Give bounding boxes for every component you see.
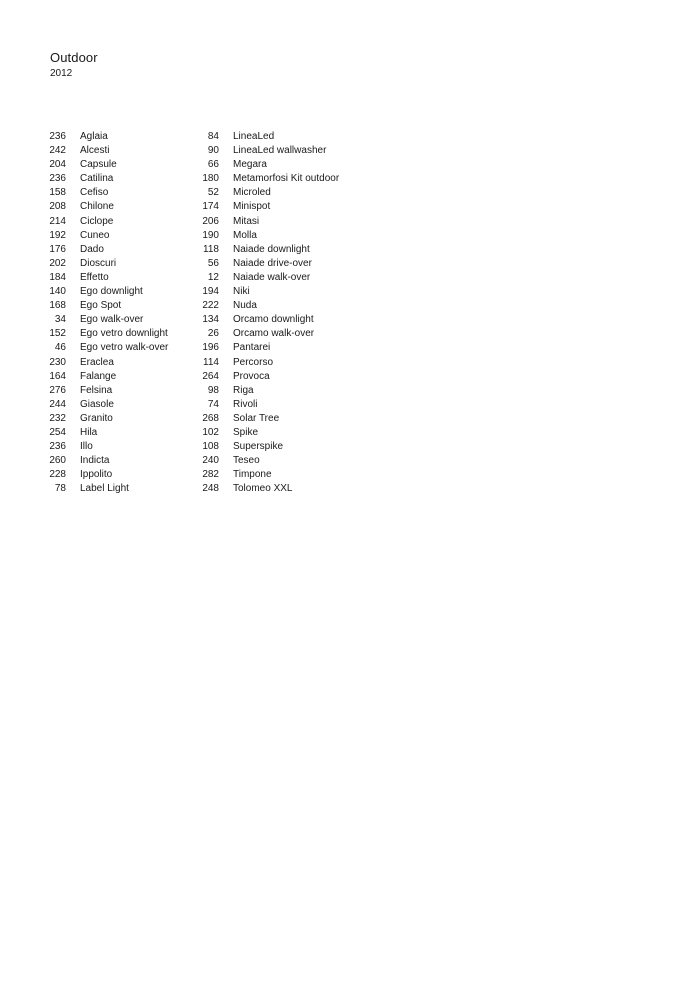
page-year: 2012 <box>50 68 73 79</box>
page-title: Outdoor <box>50 50 98 65</box>
index-column-left <box>44 130 168 496</box>
index-page-number: 254 <box>49 426 66 438</box>
index-entry <box>190 186 339 200</box>
index-product-name: Orcamo downlight <box>233 314 314 326</box>
index-page-number: 184 <box>49 271 66 283</box>
index-entry <box>44 186 168 200</box>
index-entry <box>190 229 339 243</box>
index-entry <box>44 158 168 172</box>
index-entry <box>190 370 339 384</box>
index-product-name: Dioscuri <box>80 257 117 269</box>
index-page-number: 52 <box>207 187 219 199</box>
index-entry <box>190 158 339 172</box>
index-product-name: Eraclea <box>80 356 114 368</box>
index-page-number: 202 <box>49 257 66 269</box>
index-page-number: 228 <box>49 469 66 481</box>
index-page-number: 180 <box>202 173 219 185</box>
index-entry <box>190 412 339 426</box>
index-page-number: 74 <box>207 398 219 410</box>
index-product-name: Ippolito <box>80 469 113 481</box>
index-entry <box>44 144 168 158</box>
index-page-number: 158 <box>49 187 66 199</box>
index-entry <box>44 482 168 496</box>
index-entry <box>44 327 168 341</box>
index-entry <box>190 172 339 186</box>
index-product-name: Solar Tree <box>233 412 280 424</box>
index-page-number: 192 <box>49 229 66 241</box>
index-product-name: Cuneo <box>80 229 110 241</box>
index-product-name: Ego vetro walk-over <box>80 342 169 354</box>
index-product-name: Capsule <box>80 159 117 171</box>
index-page-number: 12 <box>207 271 219 283</box>
index-product-name: Teseo <box>233 455 260 467</box>
index-page-number: 34 <box>54 314 66 326</box>
index-entry <box>190 454 339 468</box>
index-product-name: Chilone <box>80 201 114 213</box>
index-page-number: 244 <box>49 398 66 410</box>
index-product-name: Ego vetro downlight <box>80 328 168 340</box>
index-product-name: Aglaia <box>80 131 108 142</box>
index-entry <box>190 482 339 496</box>
index-page-number: 240 <box>202 455 219 467</box>
index-product-name: Ciclope <box>80 215 114 227</box>
index-entry <box>190 356 339 370</box>
index-entry <box>190 200 339 214</box>
index-page-number: 196 <box>202 342 219 354</box>
index-product-name: Orcamo walk-over <box>233 328 315 340</box>
index-product-name: Rivoli <box>233 398 258 410</box>
index-product-name: Indicta <box>80 455 110 467</box>
index-product-name: Dado <box>80 243 104 255</box>
index-product-name: Hila <box>80 426 98 438</box>
index-entry <box>44 257 168 271</box>
index-entry <box>190 130 339 144</box>
index-entry <box>44 454 168 468</box>
index-page-number: 46 <box>54 342 66 354</box>
index-entry <box>44 412 168 426</box>
index-product-name: Label Light <box>80 483 129 495</box>
index-product-name: Microled <box>233 187 271 199</box>
index-page-number: 260 <box>49 455 66 467</box>
index-product-name: LineaLed wallwasher <box>233 145 327 157</box>
index-product-name: Felsina <box>80 384 113 396</box>
index-entry <box>44 243 168 257</box>
index-page-number: 282 <box>202 469 219 481</box>
index-entry <box>190 257 339 271</box>
index-page-number: 164 <box>49 370 66 382</box>
index-entry <box>44 200 168 214</box>
index-product-name: Pantarei <box>233 342 271 354</box>
index-page-number: 152 <box>49 328 66 340</box>
index-page-number: 236 <box>49 173 66 185</box>
index-entry <box>190 144 339 158</box>
index-product-name: Ego walk-over <box>80 314 144 326</box>
index-entry <box>190 215 339 229</box>
index-page-number: 264 <box>202 370 219 382</box>
index-page-number: 194 <box>202 286 219 298</box>
index-product-name: Alcesti <box>80 145 110 157</box>
index-product-name: Molla <box>233 229 257 241</box>
index-entry <box>44 229 168 243</box>
index-product-name: Falange <box>80 370 117 382</box>
index-product-name: Riga <box>233 384 254 396</box>
index-product-name: Nuda <box>233 300 257 312</box>
index-entry <box>44 215 168 229</box>
index-product-name: Metamorfosi Kit outdoor <box>233 173 340 185</box>
index-page-number: 268 <box>202 412 219 424</box>
index-page-number: 102 <box>202 426 219 438</box>
index-page-number: 108 <box>202 441 219 453</box>
index-page-number: 118 <box>203 243 219 255</box>
index-entry <box>190 468 339 482</box>
index-product-name: Percorso <box>233 356 274 368</box>
index-entry <box>44 313 168 327</box>
index-product-name: Effetto <box>80 271 109 283</box>
index-product-name: Niki <box>233 286 250 298</box>
index-entry <box>190 426 339 440</box>
index-page-number: 56 <box>207 257 219 269</box>
index-page-number: 236 <box>49 441 66 453</box>
index-page-number: 208 <box>49 201 66 213</box>
index-page-number: 230 <box>49 356 66 368</box>
index-product-name: Giasole <box>80 398 114 410</box>
index-entry <box>44 285 168 299</box>
index-entry <box>190 285 339 299</box>
index-entry <box>190 398 339 412</box>
index-entry <box>190 384 339 398</box>
index-page-number: 190 <box>202 229 219 241</box>
index-product-name: Mitasi <box>233 215 260 227</box>
index-product-name: Provoca <box>233 370 270 382</box>
index-entry <box>44 130 168 144</box>
index-entry <box>44 426 168 440</box>
index-product-name: Ego downlight <box>80 286 143 298</box>
index-product-name: Cefiso <box>80 187 109 199</box>
index-entry <box>44 299 168 313</box>
index-page-number: 222 <box>202 300 219 312</box>
index-page-number: 206 <box>202 215 219 227</box>
index-page-number: 248 <box>202 483 219 495</box>
index-page-number: 90 <box>207 145 219 157</box>
index-page-number: 236 <box>49 131 66 142</box>
index-page-number: 26 <box>207 328 219 340</box>
index-page-number: 84 <box>207 131 219 142</box>
index-page-number: 232 <box>49 412 66 424</box>
index-product-name: Catilina <box>80 173 114 185</box>
index-page-number: 134 <box>202 314 219 326</box>
index-entry <box>44 440 168 454</box>
index-product-name: LineaLed <box>233 131 275 142</box>
index-page-number: 114 <box>203 356 219 368</box>
index-page-number: 204 <box>49 159 66 171</box>
index-column-right <box>190 130 339 496</box>
index-product-name: Superspike <box>233 441 284 453</box>
index-page-number: 174 <box>202 201 219 213</box>
index-entry <box>44 356 168 370</box>
index-page-number: 242 <box>49 145 66 157</box>
index-entry <box>44 172 168 186</box>
index-entry <box>44 398 168 412</box>
index-product-name: Naiade drive-over <box>233 257 312 269</box>
page-header <box>50 50 98 80</box>
index-product-name: Granito <box>80 412 113 424</box>
index-entry <box>190 341 339 355</box>
index-product-name: Timpone <box>233 469 272 481</box>
index-page-number: 98 <box>207 384 219 396</box>
index-page-number: 78 <box>54 483 66 495</box>
index-product-name: Ego Spot <box>80 300 122 312</box>
index-page-number: 66 <box>207 159 219 171</box>
index-page-number: 140 <box>49 286 66 298</box>
index-entry <box>190 299 339 313</box>
index-entry <box>190 440 339 454</box>
index-product-name: Naiade walk-over <box>233 271 311 283</box>
index-entry <box>44 370 168 384</box>
index-entry <box>190 271 339 285</box>
index-page-number: 176 <box>49 243 66 255</box>
index-product-name: Spike <box>233 426 259 438</box>
index-product-name: Tolomeo XXL <box>233 483 293 495</box>
index-product-name: Megara <box>233 159 267 171</box>
index-product-name: Minispot <box>233 201 271 213</box>
index-page-number: 168 <box>49 300 66 312</box>
index-product-name: Naiade downlight <box>233 243 310 255</box>
index-entry <box>190 313 339 327</box>
index-entry <box>44 468 168 482</box>
index-entry <box>190 243 339 257</box>
index-entry <box>190 327 339 341</box>
index-entry <box>44 271 168 285</box>
index-entry <box>44 384 168 398</box>
index-product-name: Illo <box>80 441 93 453</box>
index-page-number: 276 <box>49 384 66 396</box>
index-page-number: 214 <box>49 215 66 227</box>
index-entry <box>44 341 168 355</box>
